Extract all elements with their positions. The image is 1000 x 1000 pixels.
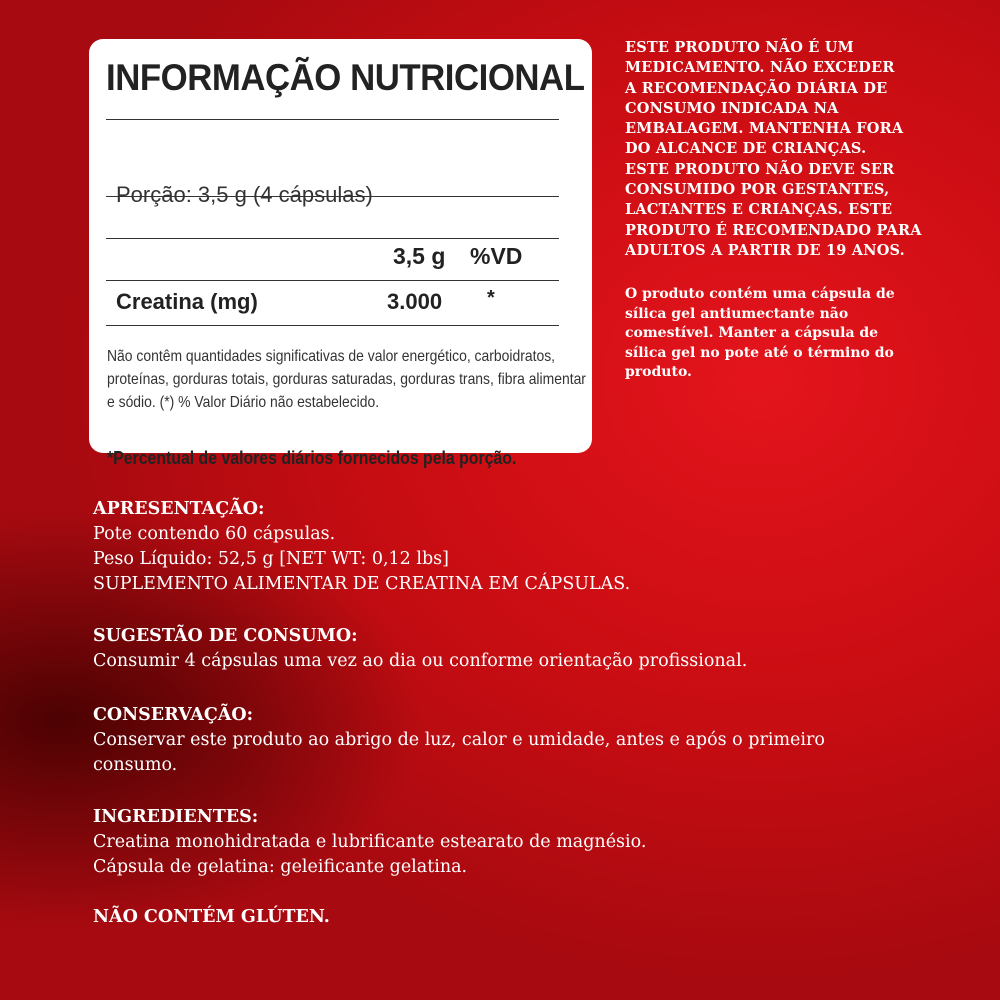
section-line: Consumir 4 cápsulas uma vez ao dia ou conforme orientação profissional. bbox=[93, 651, 748, 671]
section-heading: APRESENTAÇÃO: bbox=[93, 499, 265, 519]
warning-line: A RECOMENDAÇÃO DIÁRIA DE bbox=[625, 79, 888, 97]
note-line: proteínas, gorduras totais, gorduras saturadas, gorduras trans, fibra alimentar bbox=[107, 371, 586, 388]
section-heading: INGREDIENTES: bbox=[93, 807, 259, 827]
section-ingredientes bbox=[93, 805, 973, 880]
silica-line: O produto contém uma cápsula de bbox=[625, 286, 895, 302]
section-conservacao bbox=[93, 703, 973, 778]
divider bbox=[106, 325, 559, 326]
silica-line: sílica gel no pote até o término do bbox=[625, 344, 894, 361]
warning-line: EMBALAGEM. MANTENHA FORA bbox=[625, 120, 904, 138]
silica-line: comestível. Manter a cápsula de bbox=[625, 325, 879, 341]
warning-text bbox=[625, 38, 955, 261]
nutrition-facts-panel bbox=[89, 39, 592, 468]
section-line: SUPLEMENTO ALIMENTAR DE CREATINA EM CÁPSULAS. bbox=[93, 574, 631, 594]
silica-line: produto. bbox=[625, 364, 692, 380]
column-header-vd: %VD bbox=[470, 243, 523, 269]
section-line: Conservar este produto ao abrigo de luz, calor e umidade, antes e após o primeiro bbox=[93, 730, 825, 750]
nutrition-note bbox=[107, 345, 586, 414]
warning-line: CONSUMO INDICADA NA bbox=[625, 99, 839, 117]
note-line: e sódio. (*) % Valor Diário não estabelecido. bbox=[107, 394, 380, 411]
warning-line: LACTANTES E CRIANÇAS. ESTE bbox=[625, 201, 893, 219]
divider bbox=[106, 196, 559, 197]
warning-line: CONSUMIDO POR GESTANTES, bbox=[625, 181, 890, 199]
section-heading: SUGESTÃO DE CONSUMO: bbox=[93, 626, 358, 646]
portion-size: Porção: 3,5 g (4 cápsulas) bbox=[116, 182, 373, 207]
warning-line: ESTE PRODUTO NÃO É UM bbox=[625, 39, 854, 56]
silica-gel-notice bbox=[625, 285, 955, 383]
nutrient-name: Creatina (mg) bbox=[116, 289, 258, 314]
section-line: Pote contendo 60 cápsulas. bbox=[93, 524, 336, 544]
divider bbox=[106, 280, 559, 281]
nutrient-amount: 3.000 bbox=[387, 289, 443, 314]
section-line: Peso Líquido: 52,5 g [NET WT: 0,12 lbs] bbox=[93, 549, 449, 569]
section-line: Cápsula de gelatina: geleificante gelatina. bbox=[93, 857, 468, 877]
nutrient-vd: * bbox=[487, 287, 495, 309]
section-apresentacao bbox=[93, 497, 973, 597]
gluten-statement: NÃO CONTÉM GLÚTEN. bbox=[93, 907, 330, 927]
silica-line: sílica gel antiumectante não bbox=[625, 305, 849, 322]
warning-line: PRODUTO É RECOMENDADO PARA bbox=[625, 221, 922, 239]
warning-line: DO ALCANCE DE CRIANÇAS. bbox=[625, 140, 867, 158]
section-line: consumo. bbox=[93, 755, 178, 775]
section-line: Creatina monohidratada e lubrificante estearato de magnésio. bbox=[93, 832, 647, 852]
nutrition-footnote: *Percentual de valores diários fornecidos pela porção. bbox=[107, 448, 517, 468]
section-heading: CONSERVAÇÃO: bbox=[93, 705, 254, 725]
warning-line: ADULTOS A PARTIR DE 19 ANOS. bbox=[625, 241, 905, 259]
warning-line: ESTE PRODUTO NÃO DEVE SER bbox=[625, 160, 895, 178]
note-line: Não contêm quantidades significativas de valor energético, carboidratos, bbox=[107, 348, 556, 365]
column-header-amount: 3,5 g bbox=[393, 243, 446, 269]
section-sugestao bbox=[93, 624, 973, 674]
divider bbox=[106, 238, 559, 239]
section-gluten bbox=[93, 905, 973, 930]
nutrition-title: INFORMAÇÃO NUTRICIONAL bbox=[106, 57, 585, 98]
warning-line: MEDICAMENTO. NÃO EXCEDER bbox=[625, 59, 895, 77]
divider bbox=[106, 119, 559, 120]
